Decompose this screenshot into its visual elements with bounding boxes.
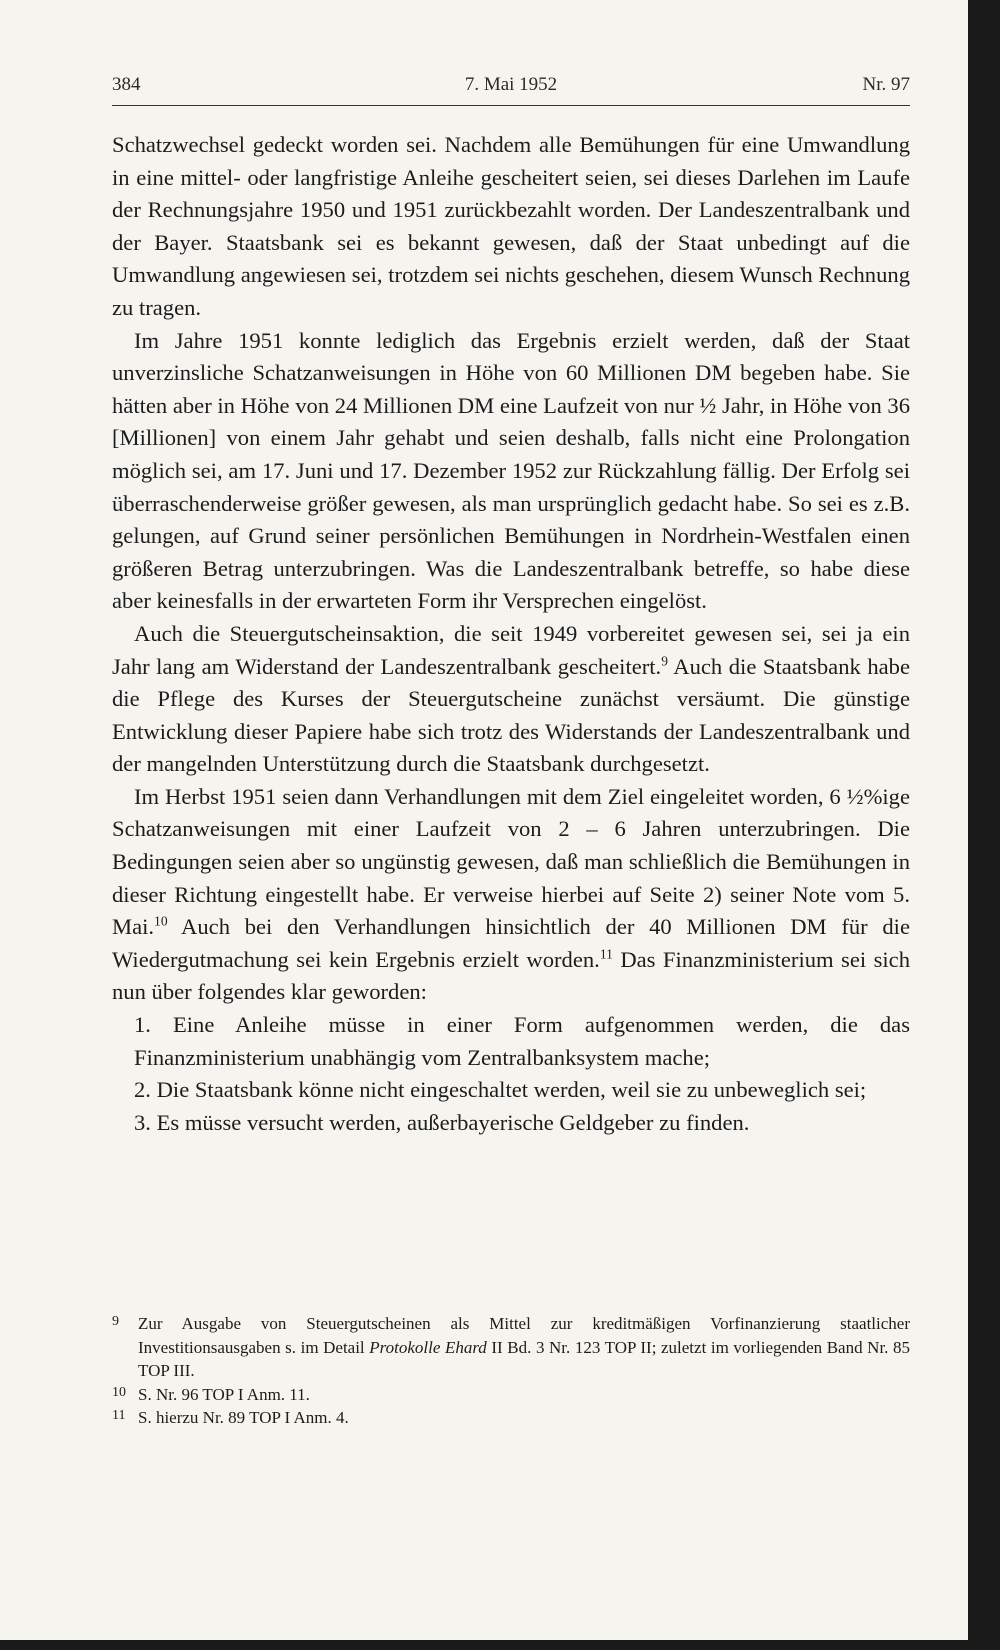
page-number: 384	[112, 74, 141, 95]
footnote-number: 10	[112, 1384, 126, 1400]
footnote-text-part: II Bd. 3 Nr. 123 TOP II; zuletzt im vorliegenden Band Nr. 85 TOP III.	[138, 1337, 910, 1380]
paragraph	[112, 781, 910, 1009]
footnote-citation: Protokolle Ehard	[369, 1337, 487, 1357]
paragraph: Schatzwechsel gedeckt worden sei. Nachdem alle Bemühungen für eine Umwandlung in eine mittel- oder langfristige Anleihe gescheitert seien, sei dieses Darlehen im Laufe der Rechnungsjahre 1950 und 1951 zurückbezahlt worden. Der Landeszentralbank und der Bayer. Staatsbank sei es bekannt gewesen, daß der Staat unbedingt auf die Umwandlung angewiesen sei, trotzdem sei nichts geschehen, diesem Wunsch Rechnung zu tragen.	[112, 132, 910, 320]
page-header	[112, 74, 910, 96]
paragraph-text: Auch die Staatsbank habe die Pflege des Kurses der Steuergutscheine zunächst versäumt. Die günstige Entwicklung dieser Papiere habe sich trotz des Widerstands der Landeszentralbank und der mangelnden Unterstützung durch die Staatsbank durchgesetzt.	[112, 653, 910, 777]
footnote-ref[interactable]: 11	[599, 946, 613, 962]
footnotes	[112, 1312, 910, 1430]
issue-number: Nr. 97	[862, 74, 910, 95]
footnote-text-part: Zur Ausgabe von Steuergutscheinen als Mittel zur kreditmäßigen Vorfinanzierung staatlicher Investitionsausgaben s. im Detail	[138, 1314, 910, 1357]
footnote-text: S. Nr. 96 TOP I Anm. 11.	[138, 1384, 310, 1404]
body-text	[112, 129, 910, 1139]
footnote	[112, 1383, 910, 1407]
footnote-text	[138, 1312, 910, 1383]
header-date: 7. Mai 1952	[464, 74, 558, 95]
paragraph-text: Auch bei den Verhandlungen hinsichtlich der 40 Millionen DM für die Wiedergutmachung sei kein Ergebnis erzielt worden.	[112, 914, 910, 972]
footnote	[112, 1312, 910, 1383]
paragraph-text: Auch die Steuergutscheinsaktion, die seit 1949 vorbereitet gewesen sei, sei ja ein Jahr lang am Widerstand der Landeszentralbank gescheitert.	[112, 620, 910, 679]
footnote-ref[interactable]: 9	[661, 652, 668, 668]
footnote-number: 11	[112, 1408, 126, 1423]
list-item: 3. Es müsse versucht werden, außerbayerische Geldgeber zu finden.	[134, 1109, 750, 1135]
footnote	[112, 1406, 910, 1430]
paragraph	[112, 618, 910, 781]
paragraph: Im Jahre 1951 konnte lediglich das Ergebnis erzielt werden, daß der Staat unverzinsliche Schatzanweisungen in Höhe von 60 Millionen DM begeben habe. Sie hätten aber in Höhe von 24 Millionen DM eine Laufzeit von nur ½ Jahr, in Höhe von 36 [Millionen] von einem Jahr gehabt und seien deshalb, falls nicht eine Prolongation möglich sei, am 17. Juni und 17. Dezember 1952 zur Rückzahlung fällig. Der Erfolg sei überraschenderweise größer gewesen, als man ursprünglich gedacht habe. So sei es z.B. gelungen, auf Grund seiner persönlichen Bemühungen in Nordrhein-Westfalen einen größeren Betrag unterzubringen. Was die Landeszentralbank betreffe, so habe diese aber keinesfalls in der erwarteten Form ihr Versprechen eingelöst.	[112, 327, 910, 614]
footnote-text: S. hierzu Nr. 89 TOP I Anm. 4.	[138, 1408, 349, 1427]
paragraph-text: Das Finanzministerium sei sich nun über folgendes klar geworden:	[112, 946, 910, 1005]
numbered-list	[112, 1009, 910, 1139]
list-item: 2. Die Staatsbank könne nicht eingeschaltet werden, weil sie zu unbeweglich sei;	[134, 1077, 867, 1103]
paragraph-text: Im Herbst 1951 seien dann Verhandlungen mit dem Ziel eingeleitet worden, 6 ½%ige Schatzanweisungen mit einer Laufzeit von 2 – 6 Jahren unterzubringen. Die Bedingungen seien aber so ungünstig gewesen, daß man schließlich die Bemühungen in dieser Richtung eingestellt habe. Er verweise hierbei auf Seite 2) seiner Note vom 5. Mai.	[112, 783, 910, 940]
footnote-ref[interactable]: 10	[154, 913, 168, 929]
list-item: 1. Eine Anleihe müsse in einer Form aufgenommen werden, die das Finanzministerium unabhängig vom Zentralbanksystem mache;	[134, 1012, 910, 1070]
footnote-number: 9	[112, 1314, 119, 1329]
header-rule	[112, 105, 910, 106]
